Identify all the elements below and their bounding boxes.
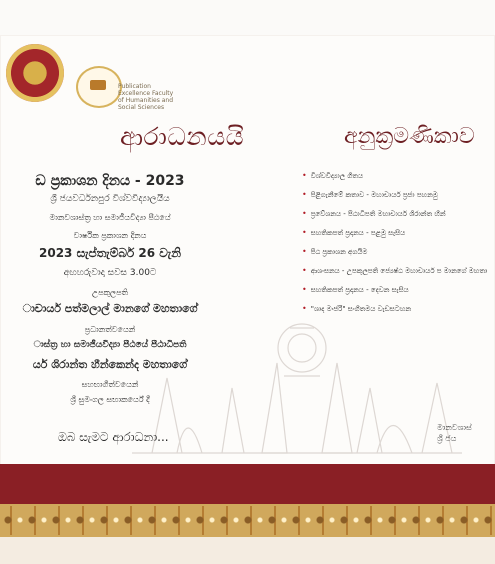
invitation-title: ආරාධනයයි: [120, 122, 245, 151]
bullet-icon: •: [302, 190, 307, 199]
programme-item-text: පීඨ ප්‍රකාශන අගයීම: [310, 248, 368, 256]
invitation-line: ප්‍රධානත්වයෙන්: [84, 325, 136, 334]
invitation-line: සහභාගීත්වයෙන්: [81, 380, 139, 389]
invitation-line: ශ්‍රී සුමංගල සභාකර්යේ දී: [70, 395, 150, 404]
invitation-line: වාර්ෂික ප්‍රකාශන දිනය: [73, 231, 147, 240]
programme-item: [302, 210, 495, 219]
programme-item-text: පිළිගැනීමේ කතාව - මහාචාර්ය ප්‍රජා පහනමු: [310, 191, 438, 199]
faculty-logo: [76, 66, 122, 108]
programme-item: [302, 191, 495, 200]
bullet-icon: •: [302, 304, 307, 313]
invitation-line: ාස්ත්‍ර හා සමාජීයවිද්‍යා පීඨයේ පීඨාධිපති: [33, 340, 187, 350]
right-footer-line-1: මානවශාස්: [437, 423, 472, 432]
programme-item: [302, 286, 495, 295]
programme-item-text: සහතිකපත් ප්‍රදානය - දෙවන සැසිය: [310, 286, 409, 294]
programme-item-text: ප්‍රවේශනය - පීඨාධිපති මහාචාර්ය ශිරාන්ත හීන්: [310, 210, 446, 218]
programme-list: [302, 172, 495, 324]
programme-item: [302, 229, 495, 238]
programme-item: [302, 172, 495, 181]
invitation-line: ඩ ප්‍රකාශන දිනය - 2023: [35, 173, 185, 189]
programme-item-text: "ශාද මංජරි" සංගීතමය වැඩසටහන: [310, 305, 412, 313]
programme-item: [302, 248, 495, 257]
programme-title: අනුක්‍රමණිකාව: [344, 124, 475, 149]
decorative-pattern: [0, 506, 495, 535]
cultural-illustration: [132, 308, 462, 458]
bullet-icon: •: [302, 228, 307, 237]
invitation-line: මානවශාස්ත්‍ර හා සමාජීයවිද්‍යා පීඨයේ: [49, 213, 171, 222]
closing-text: ඔබ සැමට ආරාධනා...: [58, 430, 169, 444]
programme-item-text: විශ්වවිද්‍යාල ගීතය: [310, 172, 364, 180]
invitation-line: ශ්‍රී ජයවර්ධනපුර විශ්වවිද්‍යාලයීය: [50, 194, 170, 204]
invitation-line: 2023 සැප්තැම්බර් 26 වැනි: [39, 246, 181, 260]
programme-item-text: සහතිකපත් ප්‍රදානය - පළමු සැසිය: [310, 229, 406, 237]
invitation-line: උපකුලපති: [91, 288, 129, 297]
right-footer: [437, 422, 472, 444]
bullet-icon: •: [302, 247, 307, 256]
university-logo: [6, 44, 64, 102]
bullet-icon: •: [302, 171, 307, 180]
faculty-label: Publication Excellence Faculty of Humanities and Social Sciences: [118, 83, 174, 111]
bullet-icon: •: [302, 285, 307, 294]
maroon-band: [0, 464, 495, 504]
bullet-icon: •: [302, 266, 307, 275]
bullet-icon: •: [302, 209, 307, 218]
invitation-line: ර්ය ශිරාන්ත හීන්කෙන්ද මහතාගේ: [32, 358, 188, 371]
right-footer-line-2: ශ්‍රී ජය: [437, 434, 457, 443]
programme-item: [302, 267, 495, 276]
invitation-line: අඟහරුවාදා සවස 3.00ට: [63, 268, 157, 278]
invitation-line: ාචාර්ය පත්මලාල් මානගේ මහතාගේ: [22, 302, 198, 315]
programme-item-text: ආශංසනය - උපකුලපති ජ්‍යෙෂ්ඨ මහාචාර්ය ප මානගේ මහතා: [310, 267, 488, 275]
bottom-strip: [0, 537, 495, 564]
